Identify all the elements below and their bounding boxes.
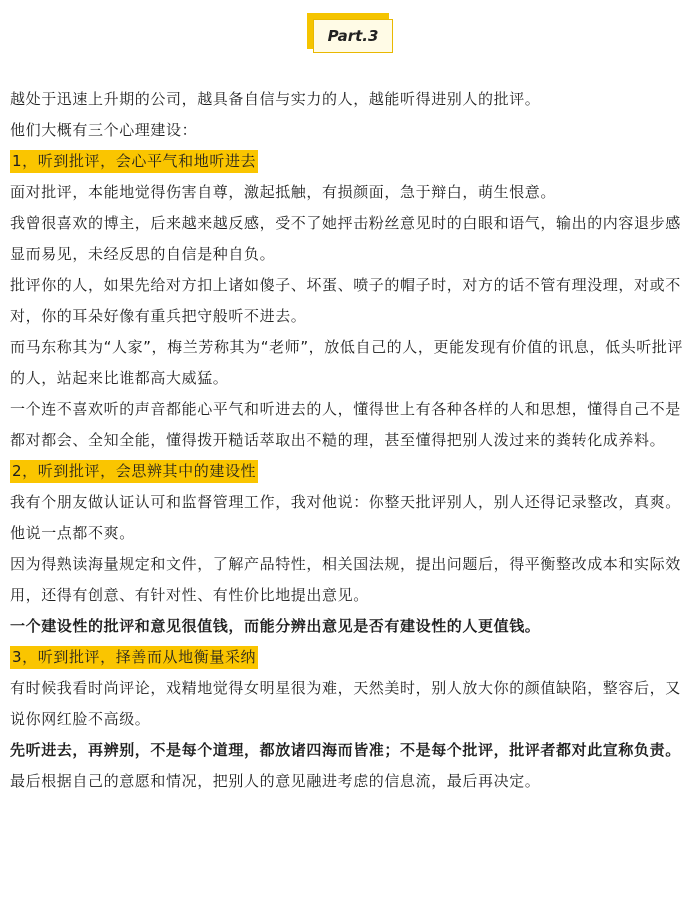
section-heading: [10, 456, 690, 487]
highlighted-heading: 2，听到批评，会思辨其中的建设性: [10, 460, 258, 483]
paragraph: 最后根据自己的意愿和情况，把别人的意见融进考虑的信息流，最后再决定。: [10, 772, 541, 790]
paragraph: 有时候我看时尚评论，戏精地觉得女明星很为难，天然美时，别人放大你的颜值缺陷，整容后，又说你网红脸不高级。: [10, 679, 681, 728]
part-badge: [307, 13, 395, 55]
bold-paragraph: 先听进去，再辨别，不是每个道理，都放诸四海而皆准；不是每个批评，批评者都对此宣称负责。: [10, 741, 681, 759]
paragraph: 因为得熟读海量规定和文件，了解产品特性，相关国法规，提出问题后，得平衡整改成本和实际效用，还得有创意、有针对性、有性价比地提出意见。: [10, 555, 681, 604]
bold-paragraph: 一个建设性的批评和意见很值钱，而能分辨出意见是否有建设性的人更值钱。: [10, 617, 541, 635]
section-heading: [10, 642, 690, 673]
paragraph: 我有个朋友做认证认可和监督管理工作，我对他说：你整天批评别人，别人还得记录整改，真爽。: [10, 493, 681, 511]
paragraph: 面对批评，本能地觉得伤害自尊，激起抵触，有损颜面，急于辩白，萌生恨意。: [10, 183, 557, 201]
paragraph: 我曾很喜欢的博主，后来越来越反感，受不了她抨击粉丝意见时的白眼和语气，输出的内容退步感显而易见，未经反思的自信是种自负。: [10, 214, 681, 263]
highlighted-heading: 1，听到批评，会心平气和地听进去: [10, 150, 258, 173]
part-label: Part.3: [313, 19, 393, 53]
paragraph: 他们大概有三个心理建设：: [10, 121, 198, 139]
paragraph: 他说一点都不爽。: [10, 524, 135, 542]
highlighted-heading: 3，听到批评，择善而从地衡量采纳: [10, 646, 258, 669]
paragraph: 批评你的人，如果先给对方扣上诸如傻子、坏蛋、喷子的帽子时，对方的话不管有理没理，对或不对，你的耳朵好像有重兵把守般听不进去。: [10, 276, 681, 325]
paragraph: 而马东称其为“人家”，梅兰芳称其为“老师”，放低自己的人，更能发现有价值的讯息，低头听批评的人，站起来比谁都高大威猛。: [10, 338, 684, 387]
paragraph: 一个连不喜欢听的声音都能心平气和听进去的人，懂得世上有各种各样的人和思想，懂得自己不是都对都会、全知全能，懂得拨开糙话萃取出不糙的理，甚至懂得把别人泼过来的粪转化成养料。: [10, 400, 681, 449]
paragraph: 越处于迅速上升期的公司，越具备自信与实力的人，越能听得进别人的批评。: [10, 90, 541, 108]
section-heading: [10, 146, 690, 177]
article-body: [10, 84, 690, 797]
